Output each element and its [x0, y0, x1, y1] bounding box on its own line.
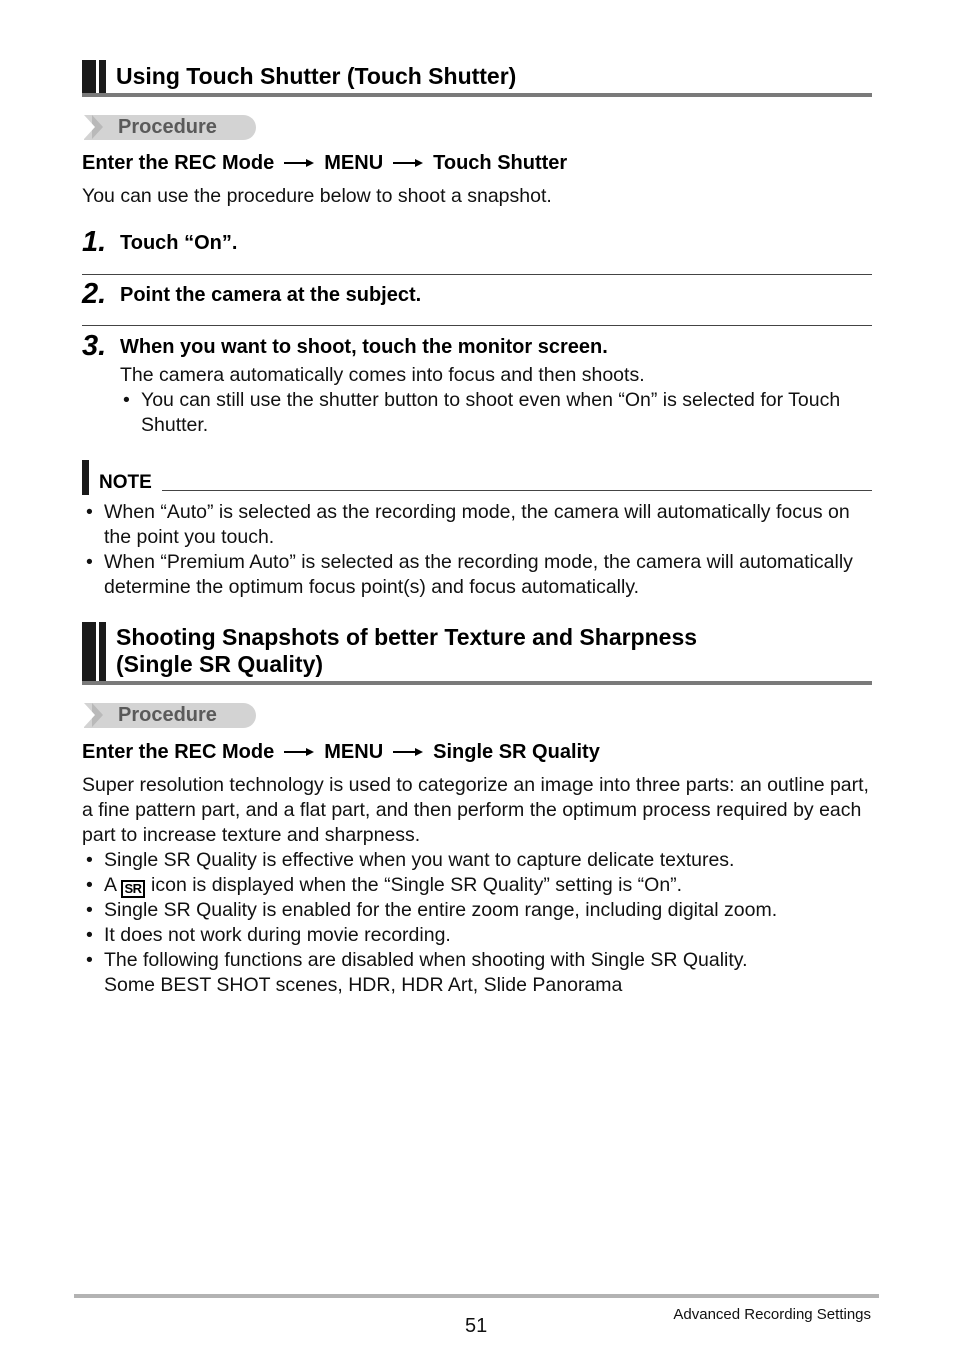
procedure-label: Procedure: [118, 116, 217, 138]
step-number: 1.: [82, 226, 107, 258]
header-bar-thin: [99, 622, 106, 685]
path-step: Enter the REC Mode: [82, 741, 275, 763]
section-title-line2: (Single SR Quality): [116, 651, 324, 677]
right-arrow-icon: [284, 747, 314, 757]
page-number: 51: [465, 1315, 488, 1337]
list-item: • The following functions are disabled when shooting with Single SR Quality. Some BEST SHOT scenes, HDR, HDR Art, Slide Panorama: [82, 948, 872, 998]
note-label: NOTE: [99, 472, 152, 493]
note-list: [82, 500, 872, 600]
footer-rule: [74, 1294, 879, 1298]
menu-path: [82, 740, 600, 764]
intro-text: Super resolution technology is used to categorize an image into three parts: an outline part, a fine pattern part, and a flat part, and then perform the optimum process required by each part to increase texture and sharpness.: [82, 774, 869, 846]
procedure-tag: [84, 703, 256, 728]
sr-icon: SR: [121, 880, 145, 898]
path-step: Touch Shutter: [433, 152, 568, 174]
intro-text: You can use the procedure below to shoot a snapshot.: [82, 185, 552, 207]
list-item: • When “Premium Auto” is selected as the recording mode, the camera will automatically determine the optimum focus point(s) and focus automatically.: [82, 550, 872, 600]
section-title: Using Touch Shutter (Touch Shutter): [116, 63, 517, 89]
step-divider: [82, 325, 872, 326]
step-divider: [82, 274, 872, 275]
header-bar-thick: [82, 60, 96, 97]
section-header-single-sr: [82, 622, 872, 686]
step-number: 3.: [82, 330, 107, 362]
step-text: Point the camera at the subject.: [120, 284, 422, 306]
header-underline: [82, 93, 872, 97]
path-step: MENU: [324, 741, 384, 763]
list-item: • Single SR Quality is enabled for the entire zoom range, including digital zoom.: [82, 898, 872, 923]
right-arrow-icon: [393, 158, 423, 168]
header-underline: [82, 681, 872, 685]
step-number: 2.: [82, 278, 107, 310]
path-step: Enter the REC Mode: [82, 152, 275, 174]
note-divider: [162, 490, 872, 491]
right-arrow-icon: [284, 158, 314, 168]
list-item: • A SR icon is displayed when the “Single SR Quality” setting is “On”.: [82, 873, 872, 898]
procedure-tag: [84, 115, 256, 140]
right-arrow-icon: [393, 747, 423, 757]
header-bar-thin: [99, 60, 106, 97]
step-text: When you want to shoot, touch the monitor screen.: [120, 336, 608, 358]
list-item: • When “Auto” is selected as the recording mode, the camera will automatically focus on the point you touch.: [82, 500, 872, 550]
note-bar: [82, 460, 89, 495]
list-item: • You can still use the shutter button to shoot even when “On” is selected for Touch Shutter.: [119, 388, 872, 438]
step-bullet-list: [119, 388, 872, 438]
menu-path: [82, 151, 567, 175]
step-text: Touch “On”.: [120, 232, 238, 254]
procedure-label: Procedure: [118, 704, 217, 726]
chapter-title: Advanced Recording Settings: [673, 1306, 871, 1323]
section-title: Shooting Snapshots of better Texture and Sharpness: [116, 624, 698, 650]
list-item: • Single SR Quality is effective when you want to capture delicate textures.: [82, 848, 872, 873]
feature-list: [82, 848, 872, 998]
path-step: MENU: [324, 152, 384, 174]
list-item: • It does not work during movie recording.: [82, 923, 872, 948]
section-header-touch-shutter: [82, 60, 872, 98]
header-bar-thick: [82, 622, 96, 685]
path-step: Single SR Quality: [433, 741, 600, 763]
step-body: The camera automatically comes into focus and then shoots.: [120, 364, 645, 386]
